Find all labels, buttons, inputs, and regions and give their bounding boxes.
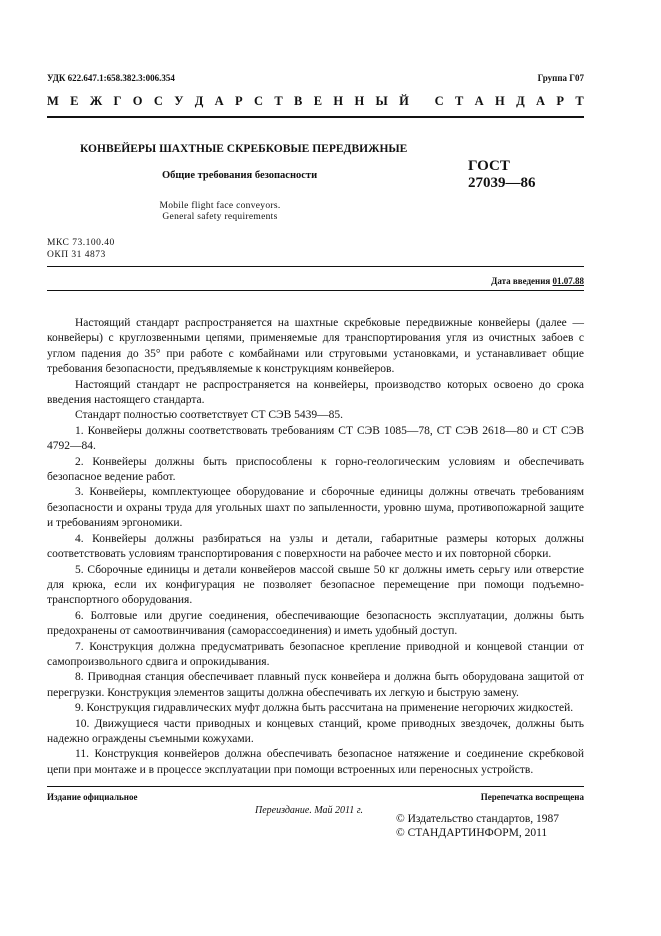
date-rule	[47, 290, 584, 291]
mks-code: МКС 73.100.40	[47, 238, 115, 248]
copyright-line-2: © СТАНДАРТИНФОРМ, 2011	[396, 827, 548, 839]
banner-letter: А	[536, 94, 546, 108]
banner-letter: Г	[113, 94, 122, 108]
banner-letter: Е	[313, 94, 323, 108]
banner-letter: Е	[70, 94, 79, 108]
effective-date-label: Дата введения	[491, 276, 551, 286]
banner-letter: А	[474, 94, 484, 108]
banner-letter: Н	[354, 94, 365, 108]
banner-letter: Р	[556, 94, 565, 108]
paragraph: 5. Сборочные единицы и детали конвейеров массой свыше 50 кг должны иметь серьгу или отверстие для крюка, если их конфигурация не позволяет безопасное перемещение при помощи подъемно-транспортного оборудования.	[47, 563, 584, 607]
body-text	[47, 316, 584, 778]
banner-gap	[420, 94, 423, 109]
effective-date-value: 01.07.88	[552, 276, 584, 286]
english-title-line-2: General safety requirements	[162, 212, 278, 222]
banner-letter: В	[294, 94, 303, 108]
banner-letter: Ж	[89, 94, 103, 108]
paragraph: 1. Конвейеры должны соответствовать требованиям СТ СЭВ 1085—78, СТ СЭВ 2618—80 и СТ СЭВ 4792—84.	[47, 424, 584, 453]
paragraph: 7. Конструкция должна предусматривать безопасное крепление приводной и концевой станции от самопроизвольного сдвига и опрокидывания.	[47, 640, 584, 668]
banner-letter: С	[254, 94, 264, 108]
banner-letter: Н	[495, 94, 505, 108]
reprint-notice: Перепечатка воспрещена	[480, 792, 584, 802]
gost-label: ГОСТ	[468, 158, 510, 174]
banner-letter: Р	[235, 94, 243, 108]
document-title: КОНВЕЙЕРЫ ШАХТНЫЕ СКРЕБКОВЫЕ ПЕРЕДВИЖНЫЕ	[80, 143, 408, 155]
banner-letter: Д	[516, 94, 525, 108]
banner-letter: М	[47, 94, 59, 108]
copyright-line-1: © Издательство стандартов, 1987	[396, 813, 560, 825]
paragraph: Настоящий стандарт распространяется на шахтные скребковые передвижные конвейеры (далее — конвейеры) с круглозвенными цепями, применяемые для транспортирования угля из очистных забоев с углом падения до 35° при работе с комбайнами или струговыми установками, и устанавливает общие требования безопасности, предъявляемые к конструкциям конвейеров.	[47, 317, 584, 376]
paragraph: 3. Конвейеры, комплектующее оборудование и сборочные единицы должны отвечать требованиям безопасности и охраны труда для угольных шахт по запыленности, уровню шума, противопожарной защите и требованиям эргономики.	[47, 486, 584, 530]
paragraph: Настоящий стандарт не распространяется на конвейеры, производство которых освоено до срока введения настоящего стандарта.	[47, 378, 584, 407]
banner-letter: О	[132, 94, 143, 108]
banner-letter: Д	[194, 94, 204, 108]
codes-rule	[47, 266, 584, 267]
paragraph: 4. Конвейеры должны разбираться на узлы и детали, габаритные размеры которых должны соответствовать условиям транспортирования с поверхности на рабочее место и их повторной сборки.	[47, 532, 584, 561]
banner-letter: Т	[454, 94, 464, 108]
gost-number: 27039—86	[468, 175, 536, 191]
banner-letter: Ы	[375, 94, 388, 108]
paragraph: 8. Приводная станция обеспечивает плавный пуск конвейера и должна быть оборудована защитой от перегрузки. Конструкция элементов защиты должна обеспечивать их легкую и быструю замену.	[47, 671, 584, 699]
banner-letter: Й	[399, 94, 409, 108]
reissue-note: Переиздание. Май 2011 г.	[255, 805, 364, 816]
banner-rule	[47, 116, 584, 118]
footer-rule	[47, 786, 584, 787]
paragraph: 11. Конструкция конвейеров должна обеспечивать безопасное натяжение и соединение скребковой цепи при монтаже и в процессе эксплуатации при помощи встроенных или переносных устройств.	[47, 748, 584, 776]
banner-letter: У	[174, 94, 184, 108]
paragraph: 10. Движущиеся части приводных и концевых станций, кроме приводных звездочек, должны быть надежно ограждены съемными кожухами.	[47, 717, 584, 745]
okp-code: ОКП 31 4873	[47, 250, 106, 260]
banner-letter: Т	[575, 94, 584, 108]
english-title-line-1: Mobile flight face conveyors.	[159, 201, 281, 211]
document-subtitle: Общие требования безопасности	[162, 170, 318, 181]
udk-code: УДК 622.647.1:658.382.3:006.354	[47, 73, 175, 83]
standard-banner	[47, 94, 584, 109]
banner-letter: С	[153, 94, 163, 108]
paragraph: 9. Конструкция гидравлических муфт должна быть рассчитана на применение негорючих жидкостей.	[75, 702, 574, 715]
paragraph: 6. Болтовые или другие соединения, обеспечивающие безопасность эксплуатации, должны быть предохранены от самоотвинчивания (самораcсоединения) и иметь удобный доступ.	[47, 609, 584, 638]
effective-date	[491, 276, 584, 286]
paragraph: 2. Конвейеры должны быть приспособлены к горно-геологическим условиям и обеспечивать безопасное ведение работ.	[47, 455, 584, 484]
paragraph: Стандарт полностью соответствует СТ СЭВ 5439—85.	[75, 409, 344, 422]
banner-letter: А	[214, 94, 224, 108]
banner-letter: Т	[274, 94, 283, 108]
group-code: Группа Г07	[537, 73, 584, 83]
banner-letter: С	[434, 94, 444, 108]
official-edition: Издание официальное	[47, 792, 138, 802]
banner-letter: Н	[333, 94, 344, 108]
